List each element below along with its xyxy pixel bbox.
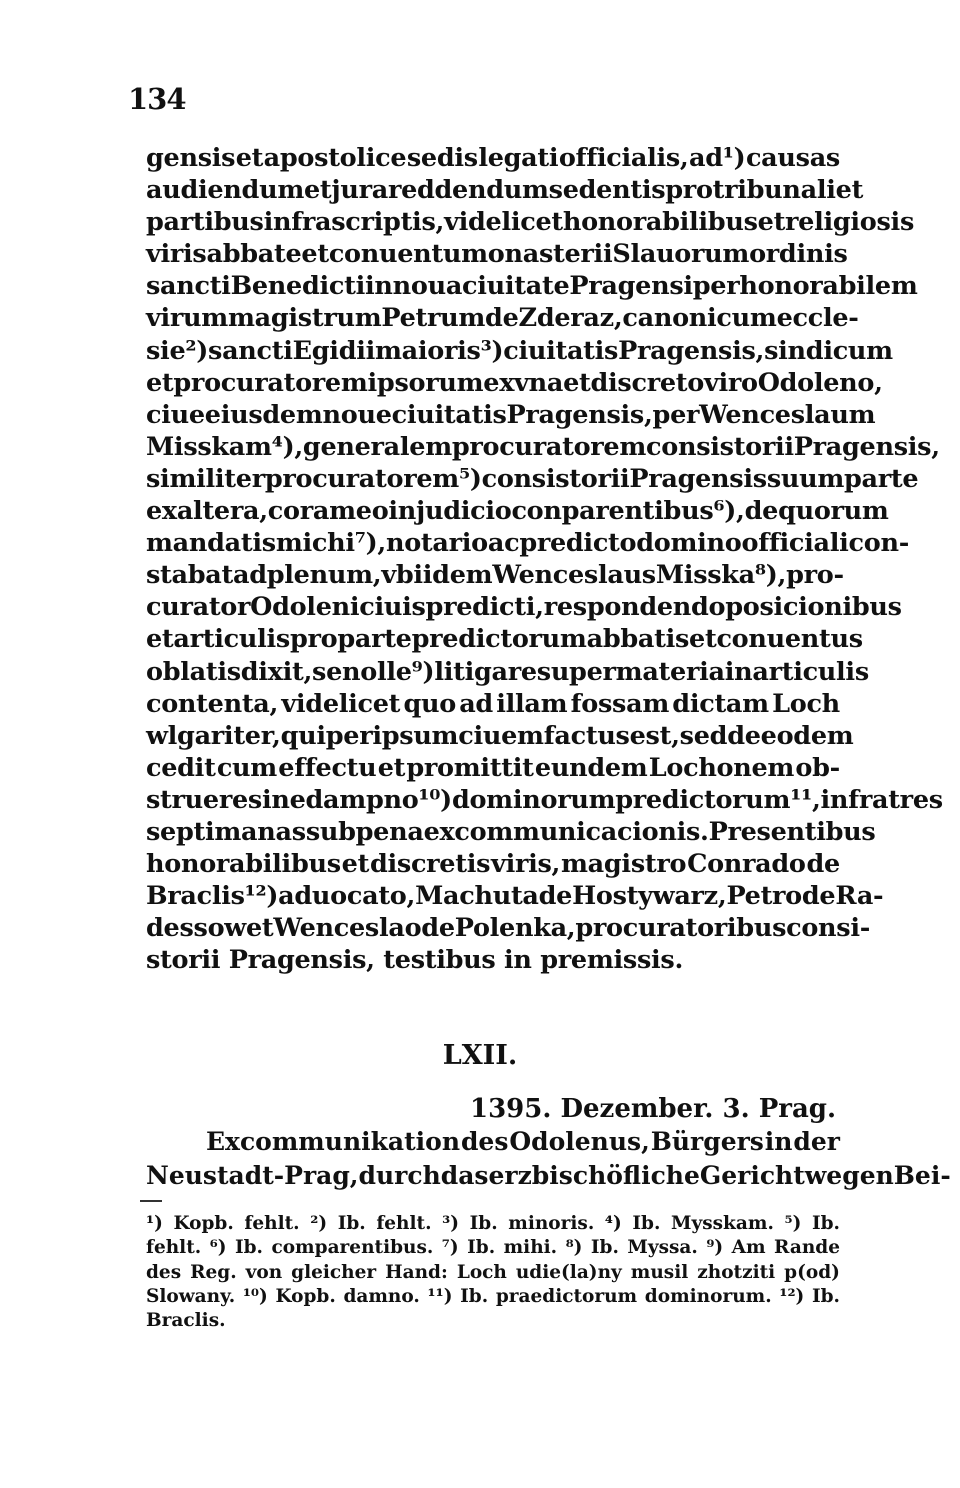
summary-line: Excommunikation des Odolenus, Bürgers in der: [206, 1127, 840, 1156]
text-line: storii Pragensis, testibus in premissis.: [146, 945, 684, 976]
text-line: mandatis michi⁷), notario ac predicto domino officiali con-: [146, 528, 910, 559]
text-line: curator Odoleni ciuis predicti, respondendo posicionibus: [146, 592, 902, 623]
document-number: LXII.: [442, 1040, 518, 1071]
footnote-line: ¹) Kopb. fehlt. ²) Ib. fehlt. ³) Ib. minoris. ⁴) Ib. Mysskam. ⁵) Ib.: [146, 1213, 840, 1234]
text-line: stabat ad plenum, vbi idem Wenceslaus Misska⁸), pro-: [146, 560, 844, 591]
text-line: contenta, videlicet quo ad illam fossam dictam Loch: [146, 688, 840, 719]
main-text: [146, 142, 943, 976]
text-line: struere sine dampno¹⁰) dominorum predictorum¹¹, infra tres: [146, 784, 943, 815]
text-line: wlgariter, qui per ipsum ciuem factus est, sed de eodem: [146, 720, 854, 751]
text-line: et procuratorem ipsorum ex vna et discreto viro Odoleno,: [146, 367, 883, 398]
text-line: audiendum et jura reddendum sedentis pro tribunali et: [146, 175, 864, 206]
summary-line: Neustadt-Prag, durch das erzbischöfliche Gericht wegen Bei-: [146, 1161, 951, 1190]
text-line: sie²) sancti Egidii maioris³) ciuitatis Pragensis, sindicum: [146, 335, 893, 366]
text-line: et articulis pro parte predictorum abbatis et conuentus: [146, 624, 863, 655]
text-line: gensis et apostolice sedis legati officialis, ad¹) causas: [146, 143, 840, 173]
footnote-line: des Reg. von gleicher Hand: Loch udie(la)ny musil zhotziti p(od): [146, 1261, 840, 1283]
text-line: septimanas sub pena excommunicacionis. Presentibus: [146, 816, 876, 847]
text-line: ex altera, coram eo in judicio conparentibus⁶), de quorum: [146, 496, 889, 527]
page-number: 134: [128, 82, 186, 116]
footnote-line: fehlt. ⁶) Ib. comparentibus. ⁷) Ib. mihi. ⁸) Ib. Myssa. ⁹) Am Rande: [146, 1237, 840, 1259]
document-date-place: 1395. Dezember. 3. Prag.: [470, 1094, 837, 1124]
footnote-line: Braclis.: [146, 1310, 226, 1332]
text-line: viris abbate et conuentu monasterii Slauorum ordinis: [146, 239, 848, 270]
text-line: similiter procuratorem⁵) consistorii Pragensis suum parte: [146, 463, 919, 494]
document-summary: [146, 1125, 951, 1193]
text-line: partibus infrascriptis, videlicet honorabilibus et religiosis: [146, 207, 915, 238]
text-line: honorabilibus et discretis viris, magistro Conrado de: [146, 849, 840, 880]
text-line: virum magistrum Petrum de Zderaz, canonicum eccle-: [146, 303, 859, 334]
text-line: sancti Benedicti in noua ciuitate Pragensi per honorabilem: [146, 271, 918, 302]
footnotes: [146, 1212, 840, 1333]
text-line: Misskam⁴), generalem procuratorem consistorii Pragensis,: [146, 431, 940, 462]
text-line: oblatis dixit, se nolle⁹) litigare super materia in articulis: [146, 656, 869, 687]
footnote-line: Slowany. ¹⁰) Kopb. damno. ¹¹) Ib. praedictorum dominorum. ¹²) Ib.: [146, 1285, 840, 1307]
text-line: Braclis¹²) aduocato, Machuta de Hostywarz, Petro de Ra-: [146, 881, 884, 912]
text-line: ciue eiusdem noue ciuitatis Pragensis, per Wenceslaum: [146, 399, 876, 430]
text-line: dessow et Wenceslao de Polenka, procuratoribus consi-: [146, 913, 871, 944]
footnote-separator: [140, 1200, 162, 1202]
text-line: cedit cum effectu et promittit eundem Lochonem ob-: [146, 752, 840, 783]
